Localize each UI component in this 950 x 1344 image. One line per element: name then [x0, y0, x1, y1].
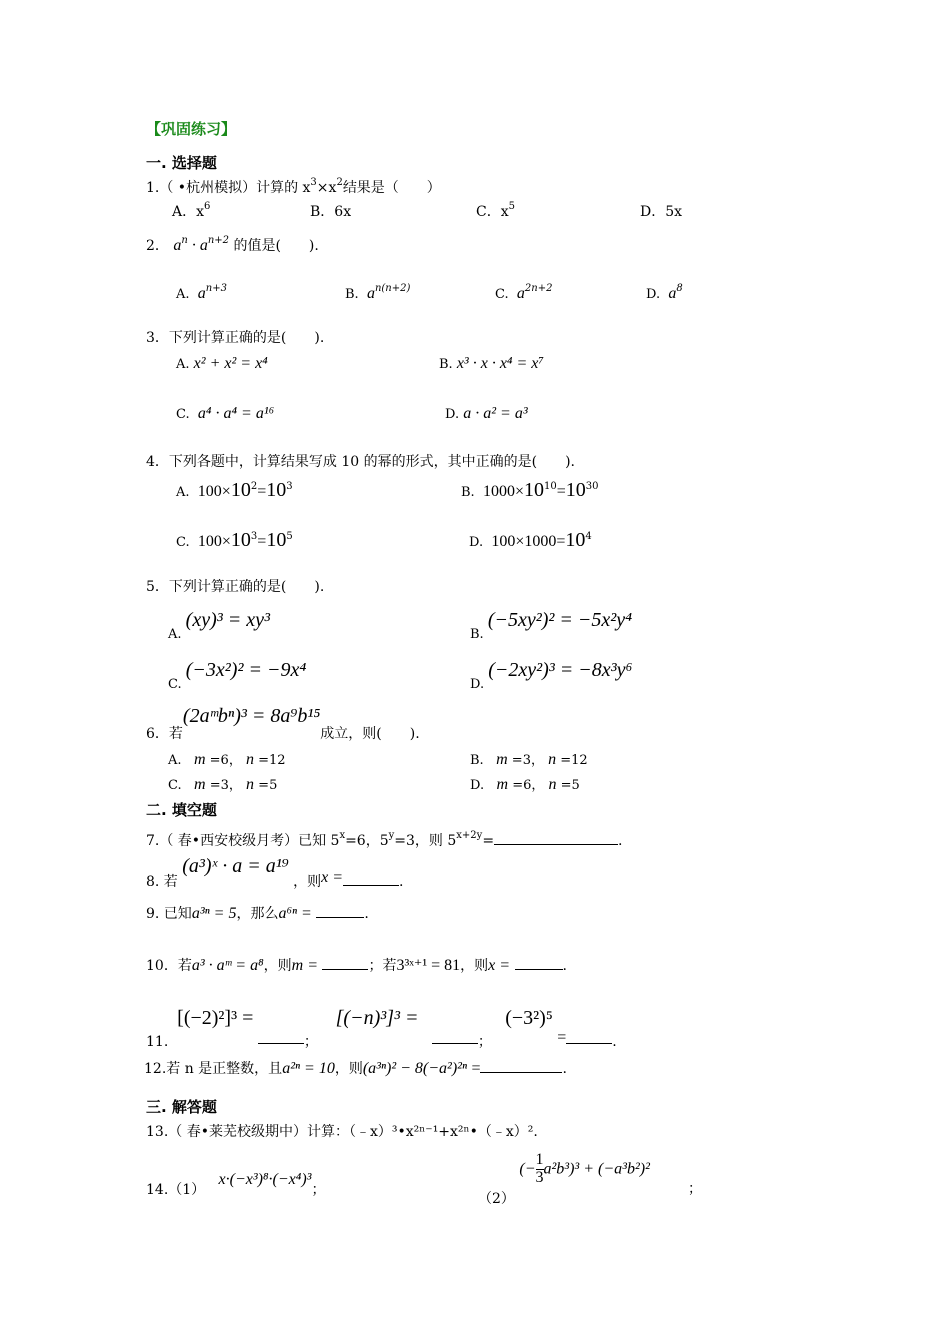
answer-blank-q8[interactable]	[343, 871, 399, 886]
section-multiple-choice: 一. 选择题	[146, 154, 217, 172]
answer-blank-q11-1[interactable]	[258, 1029, 304, 1044]
question-5-option-a[interactable]: A. (xy)³ = xy³	[168, 609, 270, 642]
question-3-stem: 3．下列计算正确的是( ).	[146, 330, 325, 346]
answer-blank-q10-x[interactable]	[515, 955, 563, 970]
question-6-option-d[interactable]: D. m =6， n =5	[470, 776, 580, 793]
answer-blank-q12[interactable]	[480, 1058, 562, 1073]
question-2-option-c[interactable]: C. $a^{2n+2}$	[495, 283, 553, 302]
question-4-stem: 4．下列各题中，计算结果写成 10 的幂的形式，其中正确的是( ).	[146, 454, 575, 470]
question-2-stem: 2． $a^n \cdot a^{n+2}$ 的值是( ).	[146, 235, 319, 254]
question-4-option-d[interactable]: D. $100\times 1000=10^4$	[469, 529, 592, 551]
question-2-option-b[interactable]: B. $a^{n(n+2)}$	[345, 283, 411, 302]
question-5-option-d[interactable]: D. (−2xy²)³ = −8x³y⁶	[470, 659, 633, 692]
question-1-option-d[interactable]: D．5x	[640, 204, 683, 220]
question-14-part-2: （2） (− $\frac{1}{3}$ a²b³)³ + (−a³b²)²	[478, 1151, 650, 1208]
question-4-option-c[interactable]: C. $100\times 10^3=10^5$	[176, 529, 293, 551]
question-1-stem: 1.（ •杭州模拟）计算的 $x^3\times x^2$结果是（ ）	[146, 177, 441, 196]
question-3-option-d[interactable]: D. a · a² = a³	[445, 405, 528, 422]
question-7: 7.（ 春•西安校级月考）已知 $5^x=6$，$5^y=3$，则 $5^{x+2y}=$ .	[146, 830, 623, 849]
question-10: 10．若a³ · aᵐ = a⁸，则m = ；若3³ˣ⁺¹ = 81，则x = .	[146, 957, 567, 974]
section-solve-problems: 三. 解答题	[146, 1098, 217, 1116]
question-12: 12.若 n 是正整数，且a²ⁿ = 10，则(a³ⁿ)² − 8(−a²)²ⁿ = .	[144, 1060, 567, 1077]
question-13: 13.（ 春•莱芜校级期中）计算：（﹣x）³•x²ⁿ⁻¹+x²ⁿ•（﹣x）².	[146, 1124, 538, 1140]
question-6-option-a[interactable]: A. m =6， n =12	[168, 751, 286, 768]
question-3-option-b[interactable]: B. x³ · x · x⁴ = x⁷	[439, 355, 544, 372]
answer-blank-q9[interactable]	[316, 903, 364, 918]
question-4-option-a[interactable]: A. $100\times 10^2=10^3$	[176, 479, 293, 501]
question-6-stem: 6．若(2aᵐbⁿ)³ = 8a⁹b¹⁵成立，则( ).	[146, 705, 420, 742]
fraction-one-third: $\frac{1}{3}$	[535, 1151, 544, 1186]
practice-heading: 【巩固练习】	[146, 120, 237, 138]
question-11: 11. [(−2)²]³ = ； [(−n)³]³ = ； (−3²)⁵ = .	[146, 1007, 617, 1050]
question-2-option-d[interactable]: D. $a^8$	[646, 283, 683, 302]
answer-blank-q7[interactable]	[494, 830, 618, 845]
question-6-option-b[interactable]: B. m =3， n =12	[470, 751, 588, 768]
section-fill-in-blank: 二. 填空题	[146, 801, 217, 819]
question-2-option-a[interactable]: A. $a^{n+3}$	[176, 283, 227, 302]
question-3-option-a[interactable]: A. x² + x² = x⁴	[176, 355, 268, 372]
answer-blank-q10-m[interactable]	[322, 955, 368, 970]
question-6-option-c[interactable]: C. m =3， n =5	[168, 776, 278, 793]
answer-blank-q11-3[interactable]	[566, 1029, 612, 1044]
question-3-option-c[interactable]: C. a⁴ · a⁴ = a¹⁶	[176, 405, 275, 422]
question-1-option-b[interactable]: B．6x	[310, 204, 352, 220]
answer-blank-q11-2[interactable]	[432, 1029, 478, 1044]
question-1-option-c[interactable]: C．$x^5$	[476, 201, 515, 220]
question-5-option-c[interactable]: C. (−3x²)² = −9x⁴	[168, 659, 307, 692]
question-9: 9. 已知a³ⁿ = 5，那么a⁶ⁿ = .	[146, 905, 369, 922]
question-14-part-2-end: ；	[688, 1181, 702, 1197]
question-4-option-b[interactable]: B. $1000\times 10^{10}=10^{30}$	[461, 479, 599, 501]
question-1-option-a[interactable]: A．$x^6$	[172, 201, 211, 220]
question-14: 14.（1） x·(−x³)⁸·(−x⁴)³；	[146, 1171, 326, 1198]
question-5-option-b[interactable]: B. (−5xy²)² = −5x²y⁴	[470, 609, 633, 642]
question-8: 8. 若 (a³)ˣ · a = a¹⁹ ，则x = .	[146, 855, 404, 890]
question-5-stem: 5．下列计算正确的是( ).	[146, 579, 325, 595]
